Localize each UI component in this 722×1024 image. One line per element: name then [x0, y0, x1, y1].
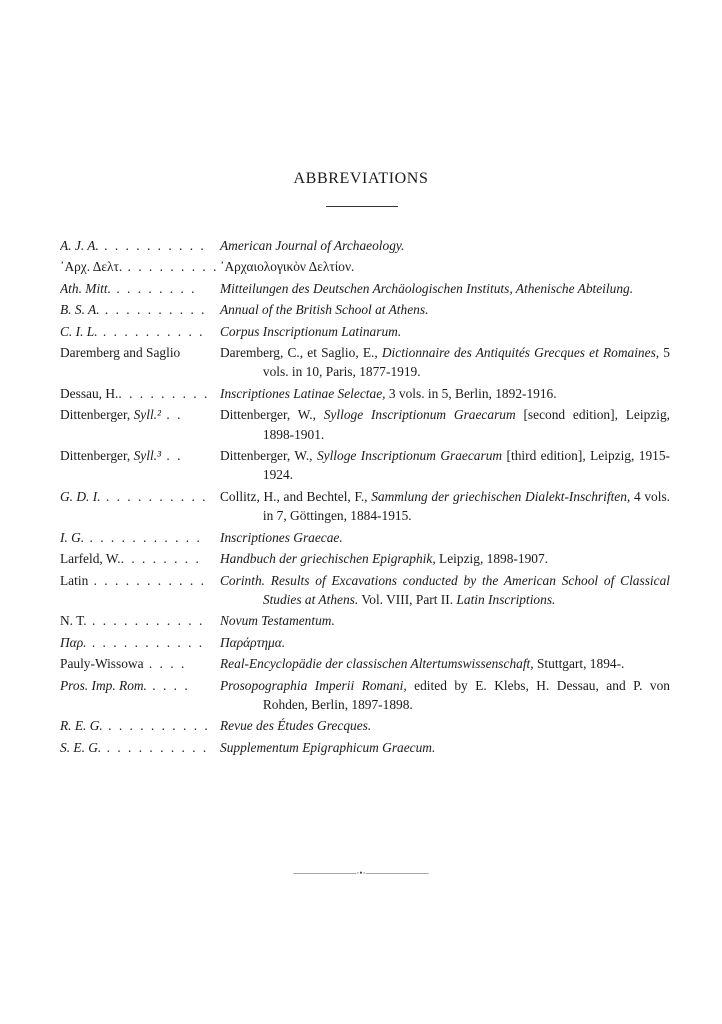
- abbreviation-entry: [60, 549, 670, 568]
- abbreviation-definition: [220, 611, 670, 630]
- abbreviation-term-text: N. T.: [60, 613, 87, 629]
- abbreviation-term-part: Dittenberger,: [60, 448, 134, 464]
- abbreviation-term-part: Dittenberger,: [60, 407, 134, 423]
- abbreviation-term-text: B. S. A.: [60, 302, 100, 318]
- abbreviation-term-text: C. I. L.: [60, 323, 98, 339]
- abbreviation-term: [60, 633, 220, 652]
- abbreviation-definition: [220, 300, 670, 319]
- dot-leader: . . . .: [143, 656, 187, 672]
- abbreviation-definition: [220, 343, 670, 382]
- abbreviation-term-text: Pros. Imp. Rom.: [60, 677, 147, 693]
- definition-part: Corpus Inscriptionum Latinarum.: [220, 323, 402, 339]
- abbreviation-entry: [60, 446, 670, 485]
- definition-part: 3 vols. in 5, Berlin, 1892-1916.: [385, 385, 557, 401]
- definition-part: Supplementum Epigraphicum Graecum.: [220, 739, 436, 755]
- definition-part: Annual of the British School at Athens.: [220, 302, 429, 318]
- abbreviation-entry: [60, 405, 670, 444]
- definition-part: edited by E. Klebs, H. Dessau, and P. von Rohden, Berlin, 1897-1898.: [262, 677, 670, 712]
- dot-leader: . .: [161, 448, 183, 464]
- abbreviation-term-text: Dessau, H.: [60, 385, 119, 401]
- abbreviation-definition: [220, 257, 670, 276]
- abbreviation-entry: [60, 322, 670, 341]
- abbreviation-term-text: G. D. I.: [60, 488, 101, 504]
- dot-leader: . . . . . . . . . . .: [86, 613, 205, 629]
- definition-part: Mitteilungen des Deutschen Archäologischen Instituts, Athenische Abteilung.: [220, 280, 634, 296]
- abbreviation-entry: [60, 676, 670, 715]
- page-title: ABBREVIATIONS: [293, 170, 429, 187]
- abbreviation-term-text: A. J. A.: [60, 238, 99, 253]
- definition-part: [third edition], Leipzig, 1915-1924.: [262, 448, 671, 483]
- dot-leader: . . . . . . . . . . .: [84, 529, 202, 545]
- abbreviation-definition: [220, 654, 670, 673]
- abbreviation-definition: [220, 716, 670, 735]
- dot-leader: . . . . . . . . . .: [101, 739, 209, 755]
- abbreviation-term: [60, 528, 220, 547]
- abbreviation-term: [60, 716, 220, 735]
- definition-part: Dittenberger, W.,: [220, 407, 324, 423]
- definition-part: Inscriptiones Graecae.: [220, 529, 343, 545]
- dot-leader: . . . . . . . .: [110, 280, 197, 296]
- definition-part: Leipzig, 1898-1907.: [435, 551, 549, 567]
- abbreviation-definition: [220, 528, 670, 547]
- definition-part: Sammlung der griechischen Dialekt-Inschriften,: [371, 488, 631, 504]
- dot-leader: . . . . . . . . . . .: [86, 634, 205, 650]
- abbreviation-term: [60, 300, 220, 319]
- definition-part: [second edition], Leipzig, 1898-1901.: [262, 407, 670, 442]
- abbreviation-entry: [60, 528, 670, 547]
- abbreviation-term: [60, 257, 220, 276]
- abbreviation-definition: [220, 322, 670, 341]
- abbreviation-term: [60, 549, 220, 568]
- abbreviation-term-part: Syll.³: [133, 448, 162, 464]
- definition-part: Novum Testamentum.: [220, 613, 335, 629]
- definition-part: Corinth. Results of Excavations conducted by the American School of Classical Studies at Athens.: [220, 572, 670, 607]
- abbreviation-definition: [220, 738, 670, 757]
- dot-leader: . .: [161, 407, 183, 423]
- dot-leader: . . . . . . . . .: [122, 259, 219, 275]
- abbreviation-entry: [60, 257, 670, 276]
- abbreviation-term: [60, 571, 220, 610]
- abbreviation-term-text: Pauly-Wissowa: [60, 656, 144, 672]
- abbreviation-entry: [60, 343, 670, 382]
- abbreviation-definition: [220, 633, 670, 652]
- abbreviation-entry: [60, 738, 670, 757]
- dot-leader: . . . . . . . . . .: [98, 238, 206, 253]
- abbreviation-term: [60, 487, 220, 526]
- abbreviation-term-text: Latin: [60, 572, 89, 588]
- dot-leader: . . . .: [146, 677, 190, 693]
- dot-leader: . . . . . . . . . . .: [88, 572, 206, 588]
- definition-part: Sylloge Inscriptionum Graecarum: [316, 448, 503, 464]
- abbreviation-entry: [60, 633, 670, 652]
- dot-leader: . . . . . . . .: [120, 551, 201, 567]
- abbreviation-term-text: Daremberg and Saglio: [60, 345, 181, 361]
- definition-part: Dittenberger, W.,: [220, 448, 317, 464]
- abbreviation-term: [60, 405, 220, 444]
- abbreviation-entry: [60, 279, 670, 298]
- abbreviation-term: [60, 676, 220, 715]
- abbreviation-definition: [220, 279, 670, 298]
- abbreviation-entry: [60, 384, 670, 403]
- abbreviations-list: [60, 236, 670, 759]
- abbreviation-term-text: Παρ.: [60, 634, 87, 650]
- definition-part: Prosopographia Imperii Romani,: [220, 677, 407, 693]
- definition-part: Stuttgart, 1894-.: [533, 656, 625, 672]
- abbreviation-term: [60, 384, 220, 403]
- dot-leader: . . . . . . . . . .: [102, 718, 210, 734]
- definition-part: Vol. VIII, Part II.: [358, 591, 457, 607]
- definition-part: Παράρτημα.: [220, 634, 286, 650]
- abbreviation-entry: [60, 716, 670, 735]
- definition-part: 5 vols. in 10, Paris, 1877-1919.: [262, 345, 670, 380]
- abbreviation-entry: [60, 300, 670, 319]
- abbreviation-term: [60, 236, 220, 255]
- bottom-rule: ———————·•·———————: [293, 868, 429, 878]
- title-rule: [326, 206, 398, 207]
- definition-part: Latin Inscriptions.: [456, 591, 556, 607]
- definition-part: American Journal of Archaeology.: [220, 238, 405, 253]
- definition-part: Real-Encyclopädie der classischen Altertumswissenschaft,: [220, 656, 534, 672]
- definition-part: Inscriptiones Latinae Selectae,: [220, 385, 386, 401]
- abbreviation-entry: [60, 611, 670, 630]
- abbreviation-term: [60, 611, 220, 630]
- definition-part: 4 vols. in 7, Göttingen, 1884-1915.: [262, 488, 670, 524]
- abbreviation-definition: [220, 549, 670, 568]
- abbreviation-term: [60, 738, 220, 757]
- abbreviation-term-text: Ath. Mitt.: [60, 280, 111, 296]
- definition-part: Daremberg, C., et Saglio, E.,: [220, 345, 382, 361]
- abbreviation-term: [60, 654, 220, 673]
- abbreviation-definition: [220, 405, 670, 444]
- dot-leader: . . . . . . . . . .: [100, 488, 208, 504]
- definition-part: ᾿Αρχαιολογικὸν Δελτίον.: [220, 259, 355, 275]
- definition-part: Sylloge Inscriptionum Graecarum: [323, 407, 516, 423]
- abbreviation-definition: [220, 571, 670, 610]
- definition-part: Dictionnaire des Antiquités Grecques et Romaines,: [381, 345, 660, 361]
- abbreviation-term-part: Syll.²: [133, 407, 162, 423]
- abbreviation-entry: [60, 236, 670, 255]
- dot-leader: . . . . . . . . . .: [97, 323, 205, 339]
- abbreviation-term-text: R. E. G.: [60, 718, 103, 734]
- abbreviation-term-text: S. E. G.: [60, 739, 102, 755]
- abbreviation-entry: [60, 571, 670, 610]
- abbreviation-term: [60, 279, 220, 298]
- abbreviation-term-text: ᾿Αρχ. Δελτ.: [60, 259, 123, 275]
- dot-leader: . . . . . . . . . .: [99, 302, 207, 318]
- abbreviation-term-text: I. G.: [60, 529, 85, 545]
- abbreviation-term: [60, 322, 220, 341]
- definition-part: Revue des Études Grecques.: [220, 718, 372, 734]
- dot-leader: . . . . . . . . .: [118, 385, 210, 401]
- abbreviation-definition: [220, 384, 670, 403]
- abbreviation-definition: [220, 236, 670, 255]
- definition-part: Collitz, H., and Bechtel, F.,: [220, 488, 372, 504]
- abbreviation-entry: [60, 487, 670, 526]
- abbreviation-definition: [220, 446, 670, 485]
- abbreviation-entry: [60, 654, 670, 673]
- abbreviation-term: [60, 446, 220, 485]
- abbreviation-term-text: Larfeld, W.: [60, 551, 121, 567]
- abbreviation-definition: [220, 676, 670, 715]
- abbreviation-definition: [220, 487, 670, 526]
- definition-part: Handbuch der griechischen Epigraphik,: [220, 551, 436, 567]
- abbreviation-term: [60, 343, 220, 382]
